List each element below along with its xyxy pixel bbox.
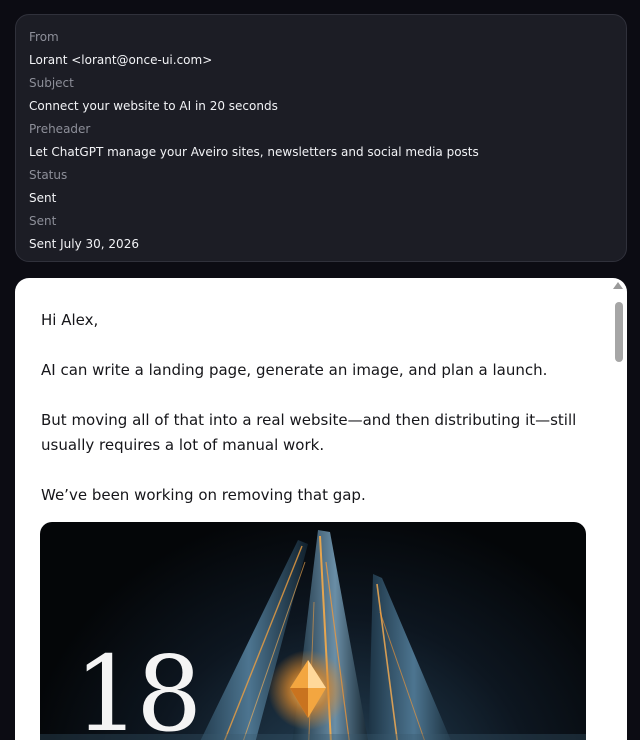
from-value: Lorant <lorant@once-ui.com> — [29, 53, 213, 67]
subject-value: Connect your website to AI in 20 seconds — [29, 99, 278, 113]
email-meta-card — [15, 14, 627, 262]
hero-image — [40, 522, 586, 740]
status-value: Sent — [29, 191, 57, 205]
preheader-value: Let ChatGPT manage your Aveiro sites, newsletters and social media posts — [29, 145, 479, 159]
sent-date: Sent July 30, 2026 — [29, 237, 139, 251]
email-paragraph: We’ve been working on removing that gap. — [41, 486, 366, 504]
hero-number: 18 — [74, 633, 199, 740]
sent-label: Sent — [29, 214, 57, 228]
scrollbar-thumb[interactable] — [615, 302, 623, 362]
email-greeting: Hi Alex, — [41, 311, 99, 329]
email-body — [41, 308, 589, 533]
from-label: From — [29, 30, 59, 44]
status-label: Status — [29, 168, 68, 182]
subject-label: Subject — [29, 76, 74, 90]
scroll-up-arrow-icon[interactable] — [613, 282, 623, 289]
email-paragraph: But moving all of that into a real website—and then distributing it—still usually requires a lot of manual work. — [41, 411, 577, 454]
email-paragraph: AI can write a landing page, generate an image, and plan a launch. — [41, 361, 548, 379]
preheader-label: Preheader — [29, 122, 91, 136]
email-preview-frame[interactable] — [15, 278, 627, 740]
